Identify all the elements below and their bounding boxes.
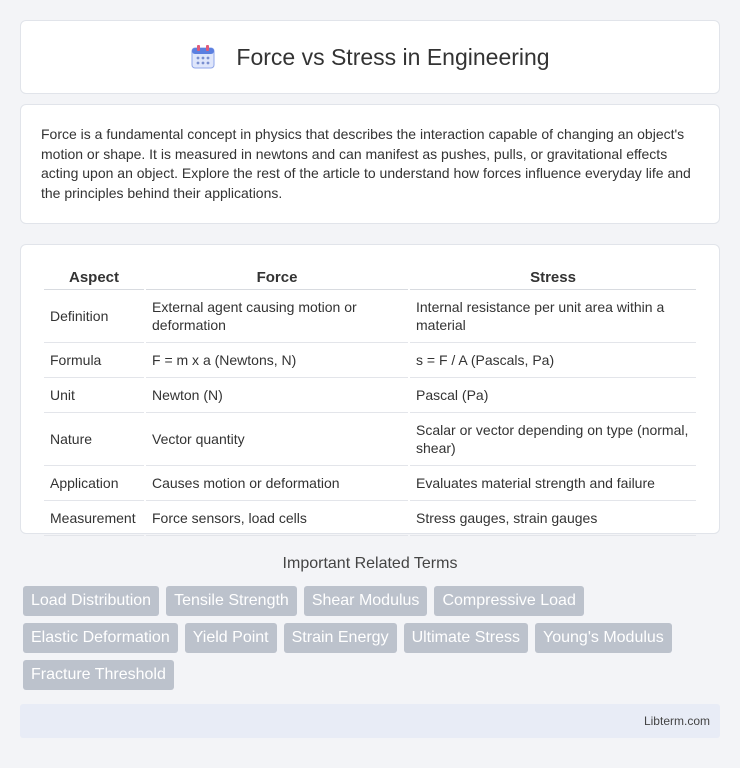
row-stress: Pascal (Pa) (410, 378, 696, 413)
row-aspect: Application (44, 466, 144, 501)
tag-fracture-threshold[interactable]: Fracture Threshold (23, 660, 174, 690)
comparison-card (20, 244, 720, 534)
related-terms-title: Important Related Terms (282, 555, 458, 572)
header-stress: Stress (410, 265, 696, 290)
table-row (44, 466, 696, 501)
tag-tensile-strength[interactable]: Tensile Strength (166, 586, 297, 616)
table-row (44, 501, 696, 536)
row-stress: Internal resistance per unit area within a material (410, 290, 696, 343)
table-row (44, 343, 696, 378)
row-force: Newton (N) (146, 378, 408, 413)
row-force: F = m x a (Newtons, N) (146, 343, 408, 378)
header-force: Force (146, 265, 408, 290)
intro-card (20, 104, 720, 224)
tag-load-distribution[interactable]: Load Distribution (23, 586, 159, 616)
row-force: External agent causing motion or deformation (146, 290, 408, 343)
tag-shear-modulus[interactable]: Shear Modulus (304, 586, 428, 616)
table-row (44, 413, 696, 466)
row-stress: Evaluates material strength and failure (410, 466, 696, 501)
row-force: Causes motion or deformation (146, 466, 408, 501)
page-title: Force vs Stress in Engineering (236, 43, 550, 70)
table-row (44, 378, 696, 413)
calendar-icon (190, 44, 216, 70)
footer-link[interactable]: Libterm.com (643, 714, 710, 728)
row-aspect: Measurement (44, 501, 144, 536)
row-stress: s = F / A (Pascals, Pa) (410, 343, 696, 378)
row-force: Vector quantity (146, 413, 408, 466)
tag-ultimate-stress[interactable]: Ultimate Stress (404, 623, 528, 653)
related-terms-list (23, 586, 713, 697)
footer (20, 704, 720, 738)
tag-youngs-modulus[interactable]: Young's Modulus (535, 623, 672, 653)
row-aspect: Definition (44, 290, 144, 343)
tag-yield-point[interactable]: Yield Point (185, 623, 277, 653)
tag-compressive-load[interactable]: Compressive Load (434, 586, 583, 616)
table-header-row (44, 265, 696, 290)
row-force: Force sensors, load cells (146, 501, 408, 536)
header-card (20, 20, 720, 94)
row-stress: Scalar or vector depending on type (normal, shear) (410, 413, 696, 466)
comparison-table (42, 265, 698, 536)
row-aspect: Unit (44, 378, 144, 413)
row-aspect: Formula (44, 343, 144, 378)
row-aspect: Nature (44, 413, 144, 466)
row-stress: Stress gauges, strain gauges (410, 501, 696, 536)
tag-elastic-deformation[interactable]: Elastic Deformation (23, 623, 178, 653)
table-row (44, 290, 696, 343)
header-aspect: Aspect (44, 265, 144, 290)
intro-text: Force is a fundamental concept in physics that describes the interaction capable of changing an object's motion or shape. It is measured in newtons and can manifest as pushes, pulls, or gravitational effects acting upon an object. Explore the rest of the article to understand how forces influence everyday life and the principles behind their applications. (41, 126, 691, 201)
tag-strain-energy[interactable]: Strain Energy (284, 623, 397, 653)
